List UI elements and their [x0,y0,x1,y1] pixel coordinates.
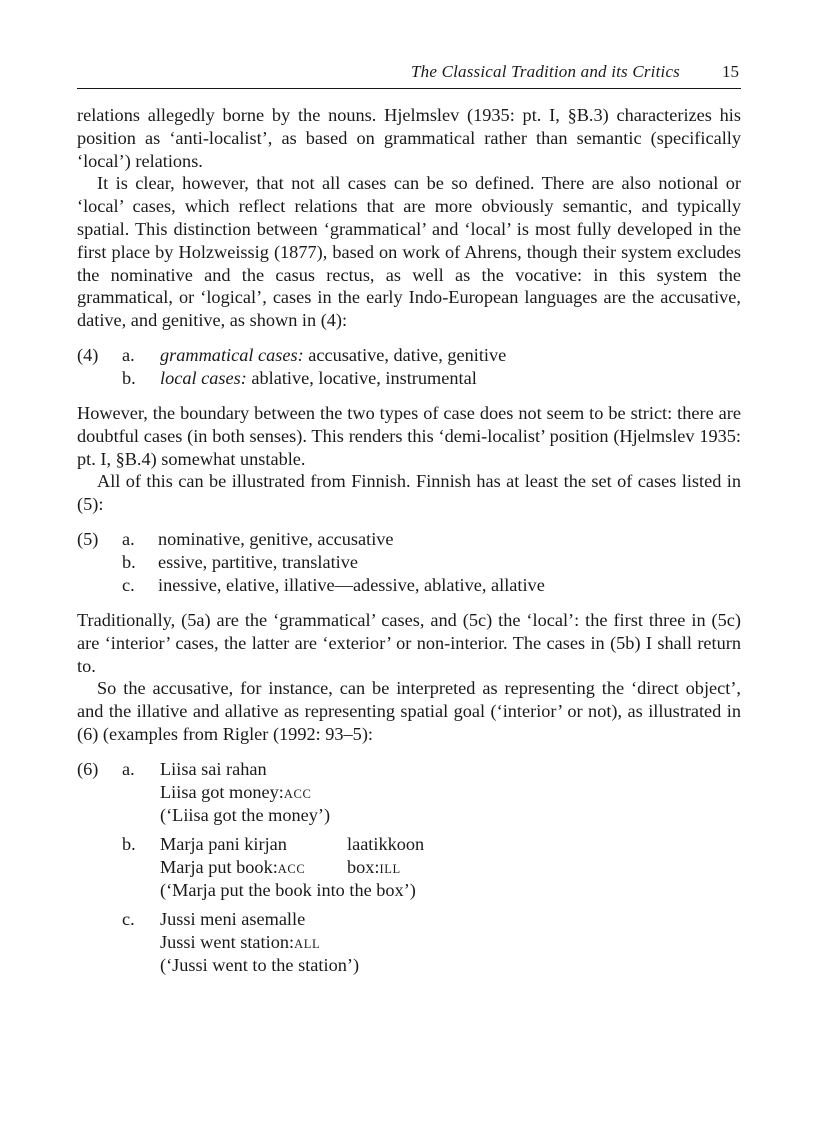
gloss-source-line [77,833,741,856]
example-letter: a. [122,528,135,549]
gloss-words: Jussi went station: [160,931,295,952]
example-letter: c. [122,574,135,595]
example-6a [77,758,741,827]
translation-line [77,879,741,902]
example-5 [77,528,741,597]
example-4a [77,344,741,367]
example-4 [77,344,741,390]
example-content: nominative, genitive, accusative [158,528,394,549]
example-number: (4) [77,344,99,365]
example-letter: a. [122,758,135,779]
translation: (‘Jussi went to the station’) [160,954,360,975]
gloss-tag: ILL [379,861,401,876]
gloss-text [347,856,401,881]
example-label: local cases: [160,367,247,388]
paragraph-6: So the accusative, for instance, can be interpreted as representing the ‘direct object’, and the illative and allative as representing spatial goal (‘interior’ or not), as illustrated in (6) (examples from Rigler (1992: 93–5): [77,678,741,744]
source-text: Marja pani kirjan [160,833,287,854]
gloss-words: Liisa got money: [160,781,284,802]
example-letter: b. [122,367,136,388]
gloss-tag: ACC [283,786,312,801]
gloss-text [160,856,305,881]
gloss-line [77,931,741,954]
gloss-tag: ACC [277,861,306,876]
example-label: grammatical cases: [160,344,304,365]
translation: (‘Liisa got the money’) [160,804,331,825]
example-content: essive, partitive, translative [158,551,359,572]
example-number: (5) [77,528,99,549]
example-6 [77,758,741,977]
example-content: inessive, elative, illative—adessive, ablative, allative [158,574,545,595]
example-6b [77,833,741,902]
gloss-line [77,856,741,879]
example-letter: c. [122,908,135,929]
paragraph-2: It is clear, however, that not all cases can be so defined. There are also notional or ‘local’ cases, which reflect relations that are more obviously semantic, and typically spatial. This distinction between ‘grammatical’ and ‘local’ is most fully developed in the first place by Holzweissig (1877), based on work of Ahrens, though their system excludes the nominative and the casus rectus, as well as the vocative: in this system the grammatical, or ‘logical’, cases in the early Indo-European languages are the accusative, dative, and genitive, as shown in (4): [77,173,741,331]
example-5a [77,528,741,551]
example-letter: b. [122,833,136,854]
gloss-source-line [77,908,741,931]
paragraph-5: Traditionally, (5a) are the ‘grammatical’ cases, and (5c) the ‘local’: the first three in (5c) are ‘interior’ cases, the latter are ‘exterior’ or non-interior. The cases in (5b) I shall return to. [77,609,741,676]
example-text [160,344,506,367]
running-head [77,60,741,86]
gloss-text [160,931,320,956]
translation-line [77,804,741,827]
example-content: accusative, dative, genitive [303,344,507,365]
example-letter: a. [122,344,135,365]
gloss-words: box: [347,856,380,877]
running-title: The Classical Tradition and its Critics [411,62,680,81]
gloss-text [160,781,311,806]
example-text [160,367,477,390]
example-letter: b. [122,551,136,572]
gloss-words: Marja put book: [160,856,278,877]
body-text [77,104,741,983]
gloss-line [77,781,741,804]
example-number: (6) [77,758,99,779]
paragraph-4: All of this can be illustrated from Finnish. Finnish has at least the set of cases listed in (5): [77,471,741,515]
example-content: ablative, locative, instrumental [246,367,477,388]
paragraph-1: relations allegedly borne by the nouns. Hjelmslev (1935: pt. I, §B.3) characterizes his position as ‘anti-localist’, as based on grammatical rather than semantic (specifically ‘local’) relations. [77,105,741,171]
source-text: Liisa sai rahan [160,758,267,779]
gloss-tag: ALL [294,936,321,951]
source-text: laatikkoon [347,833,425,854]
example-4b [77,367,741,390]
example-5c [77,574,741,597]
translation-line [77,954,741,977]
example-5b [77,551,741,574]
page-number: 15 [722,62,739,81]
translation: (‘Marja put the book into the box’) [160,879,416,900]
paragraph-3: However, the boundary between the two types of case does not seem to be strict: there are doubtful cases (in both senses). This renders this ‘demi-localist’ position (Hjelmslev 1935: pt. I, §B.4) somewhat unstable. [77,402,741,469]
header-rule [77,88,741,89]
source-text: Jussi meni asemalle [160,908,306,929]
gloss-source-line [77,758,741,781]
example-6c [77,908,741,977]
